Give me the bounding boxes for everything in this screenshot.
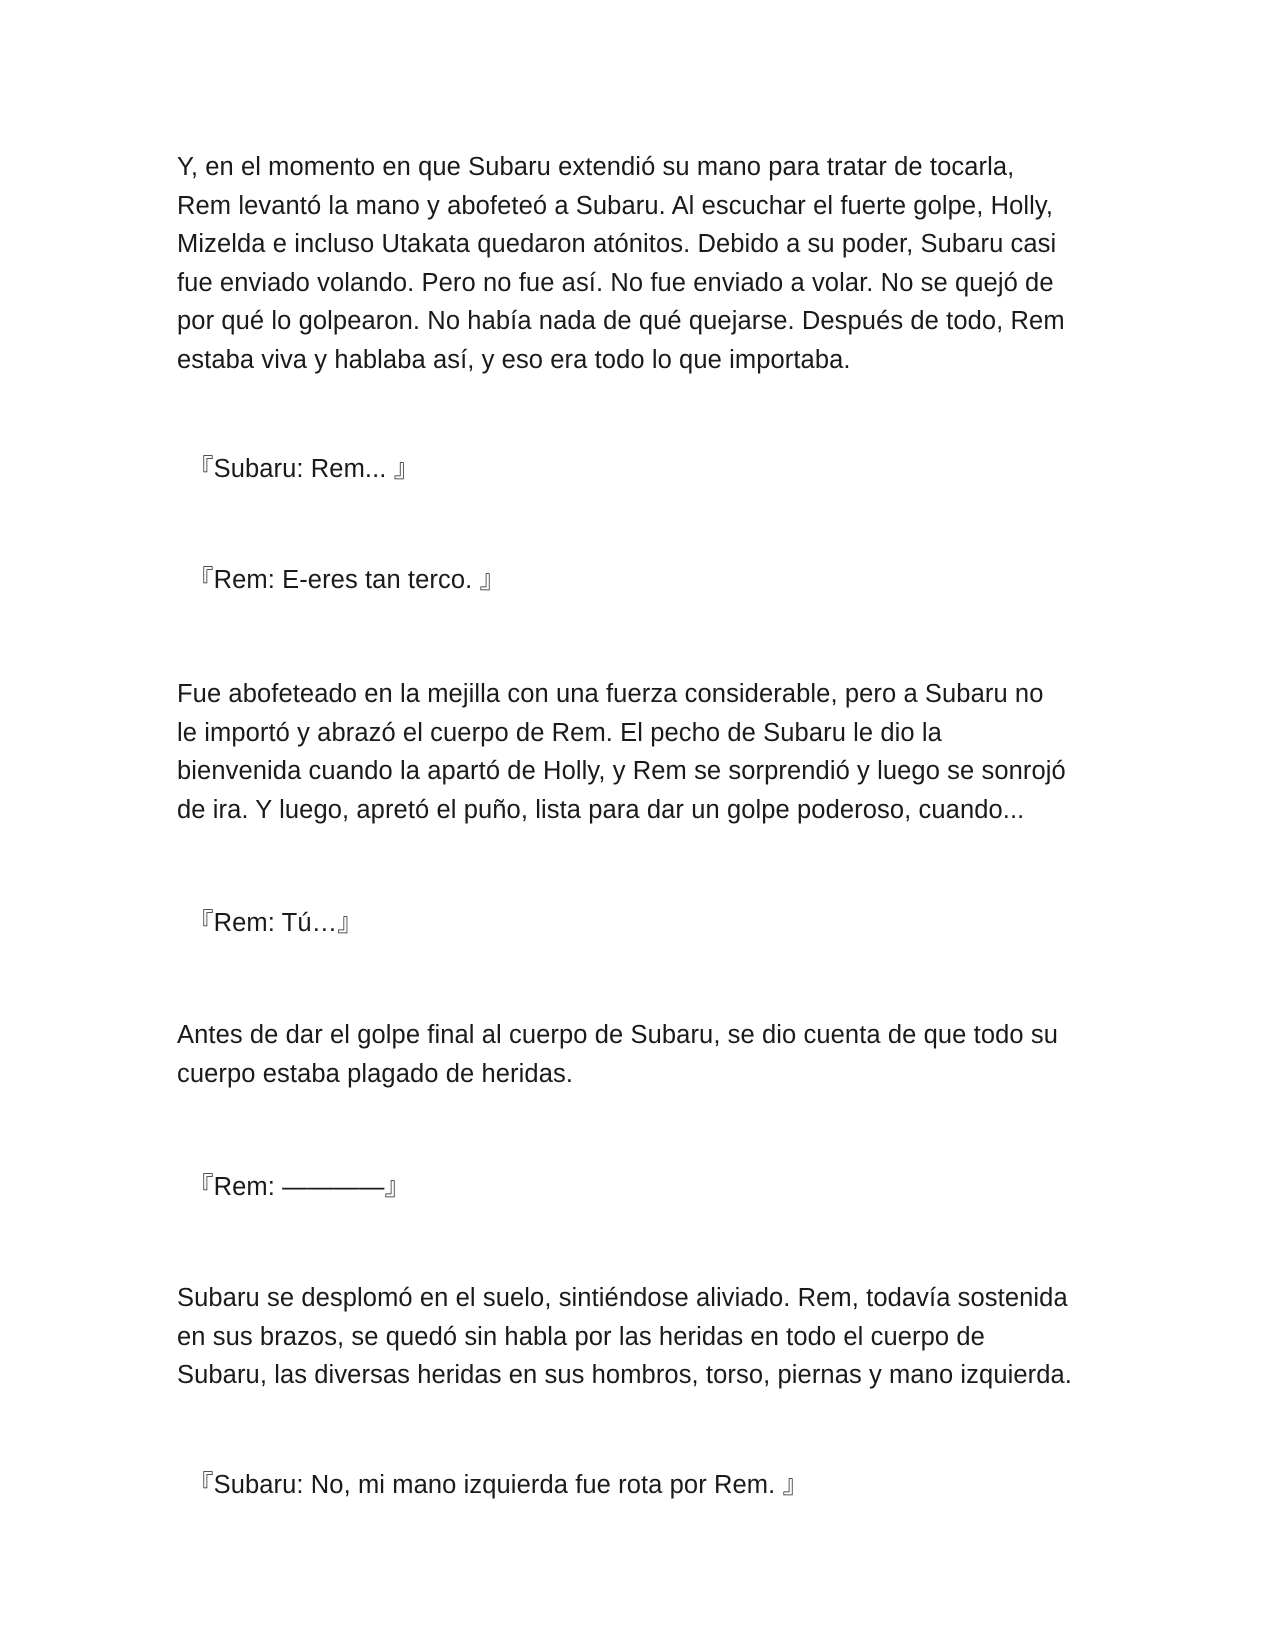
dialogue-line-3: 『Rem: Tú…』	[188, 909, 363, 937]
paragraph-4	[177, 1279, 1107, 1395]
paragraph-3	[177, 1016, 1107, 1093]
paragraph-line: Fue abofeteado en la mejilla con una fuerza considerable, pero a Subaru no	[177, 680, 1044, 708]
paragraph-line: Rem levantó la mano y abofeteó a Subaru. Al escuchar el fuerte golpe, Holly,	[177, 191, 1054, 220]
paragraph-2	[177, 675, 1107, 829]
paragraph-line: fue enviado volando. Pero no fue así. No fue enviado a volar. No se quejó de	[177, 268, 1054, 297]
paragraph-line: bienvenida cuando la apartó de Holly, y Rem se sorprendió y luego se sonrojó	[177, 757, 1066, 785]
paragraph-line: Y, en el momento en que Subaru extendió su mano para tratar de tocarla,	[177, 153, 1015, 181]
dialogue-line-2: 『Rem: E-eres tan terco. 』	[188, 566, 506, 594]
paragraph-line: cuerpo estaba plagado de heridas.	[177, 1059, 574, 1088]
paragraph-line: Subaru se desplomó en el suelo, sintiéndose aliviado. Rem, todavía sostenida	[177, 1284, 1068, 1312]
paragraph-line: Subaru, las diversas heridas en sus hombros, torso, piernas y mano izquierda.	[177, 1361, 1072, 1389]
paragraph-line: de ira. Y luego, apretó el puño, lista para dar un golpe poderoso, cuando...	[177, 795, 1025, 824]
paragraph-line: le importó y abrazó el cuerpo de Rem. El pecho de Subaru le dio la	[177, 718, 942, 747]
paragraph-1	[177, 148, 1107, 379]
paragraph-line: estaba viva y hablaba así, y eso era todo lo que importaba.	[177, 345, 851, 374]
paragraph-line: en sus brazos, se quedó sin habla por las heridas en todo el cuerpo de	[177, 1322, 985, 1351]
paragraph-line: por qué lo golpearon. No había nada de qué quejarse. Después de todo, Rem	[177, 307, 1065, 335]
dialogue-line-5: 『Subaru: No, mi mano izquierda fue rota por Rem. 』	[188, 1471, 809, 1499]
dialogue-line-4: 『Rem: ————』	[188, 1173, 411, 1201]
dialogue-line-1: 『Subaru: Rem... 』	[188, 455, 420, 483]
paragraph-line: Antes de dar el golpe final al cuerpo de Subaru, se dio cuenta de que todo su	[177, 1021, 1058, 1049]
paragraph-line: Mizelda e incluso Utakata quedaron atónitos. Debido a su poder, Subaru casi	[177, 230, 1057, 258]
